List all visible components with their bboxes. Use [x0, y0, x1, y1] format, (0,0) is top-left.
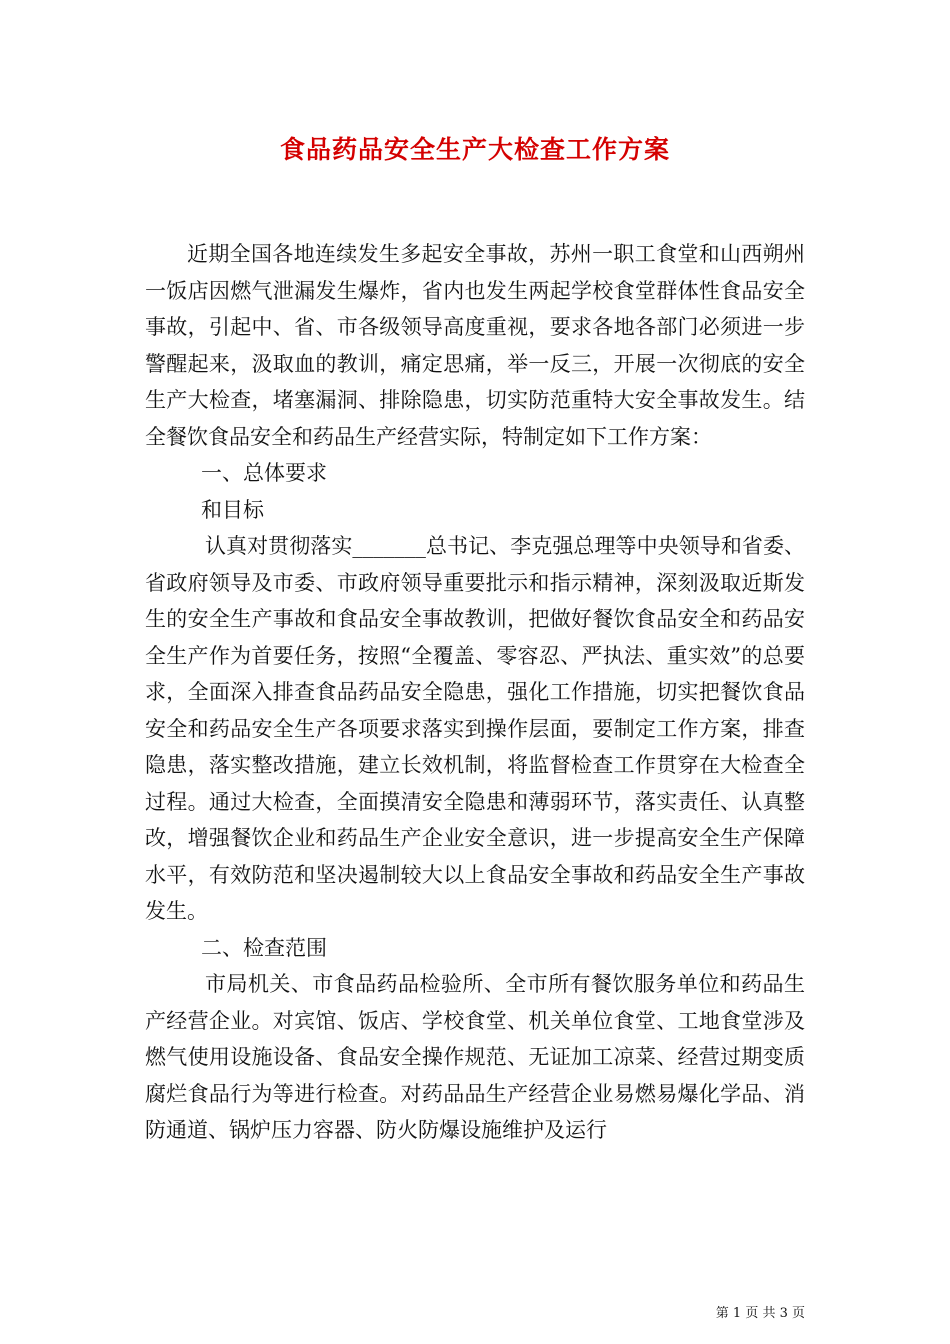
scope-paragraph: 市局机关、市食品药品检验所、全市所有餐饮服务单位和药品生产经营企业。对宾馆、饭店、学校食堂、机关单位食堂、工地食堂涉及燃气使用设施设备、食品安全操作规范、无证加工凉菜、经营过期变质腐烂食品行为等进行检查。对药品品生产经营企业易燃易爆化学品、消防通道、锅炉压力容器、防火防爆设施维护及运行	[145, 972, 805, 1142]
section-heading-2: 二、检查范围	[201, 935, 327, 960]
requirements-paragraph: 认真对贯彻落实_______总书记、李克强总理等中央领导和省委、省政府领导及市委、市政府领导重要批示和指示精神，深刻汲取近斯发生的安全生产事故和食品安全事故教训，把做好餐饮食品安全和药品安全生产作为首要任务，按照“全覆盖、零容忍、严执法、重实效”的总要求，全面深入排查食品药品安全隐患，强化工作措施，切实把餐饮食品安全和药品安全生产各项要求落实到操作层面，要制定工作方案，排查隐患，落实整改措施，建立长效机制，将监督检查工作贯穿在大检查全过程。通过大检查，全面摸清安全隐患和薄弱环节，落实责任、认真整改，增强餐饮企业和药品生产企业安全意识，进一步提高安全生产保障水平，有效防范和坚决遏制较大以上食品安全事故和药品安全生产事故发生。	[145, 534, 805, 923]
section-heading-1: 一、总体要求	[201, 461, 327, 485]
document-title: 食品药品安全生产大检查工作方案	[279, 135, 670, 164]
section-heading-1-continued: 和目标	[201, 497, 264, 522]
document-body	[145, 236, 805, 1149]
page-number: 第 1 页 共 3 页	[715, 1306, 805, 1321]
intro-paragraph: 近期全国各地连续发生多起安全事故，苏州一职工食堂和山西朔州一饭店因燃气泄漏发生爆炸，省内也发生两起学校食堂群体性食品安全事故，引起中、省、市各级领导高度重视，要求各地各部门必须进一步警醒起来，汲取血的教训，痛定思痛，举一反三，开展一次彻底的安全生产大检查，堵塞漏洞、排除隐患，切实防范重特大安全事故发生。结全餐饮食品安全和药品生产经营实际，特制定如下工作方案：	[145, 242, 805, 449]
